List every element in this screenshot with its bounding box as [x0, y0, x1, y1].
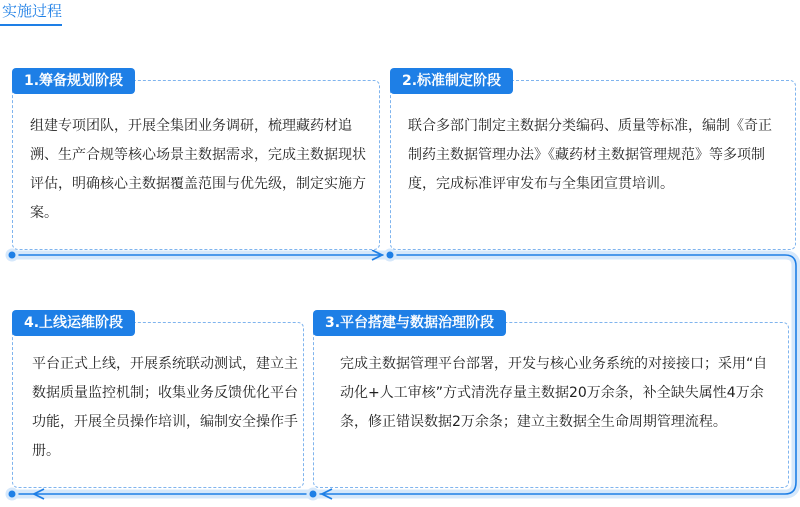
- stage-description-2: 联合多部门制定主数据分类编码、质量等标准，编制《奇正制药主数据管理办法》《藏药材主数据管理规范》等多项制度，完成标准评审发布与全集团宣贯培训。: [408, 118, 772, 192]
- stage-description-1: 组建专项团队，开展全集团业务调研，梳理藏药材追溯、生产合规等核心场景主数据需求，完成主数据现状评估，明确核心主数据覆盖范围与优先级，制定实施方案。: [30, 118, 366, 221]
- page-title: 实施过程: [2, 2, 63, 20]
- stage-badge-3: 3.平台搭建与数据治理阶段: [313, 310, 506, 336]
- stage-badge-4: 4.上线运维阶段: [12, 310, 135, 336]
- stage-badge-1: 1.筹备规划阶段: [12, 68, 135, 94]
- node-dot-1: [7, 250, 17, 260]
- stage-description-4: 平台正式上线，开展系统联动测试，建立主数据质量监控机制；收集业务反馈优化平台功能，开展全员操作培训，编制安全操作手册。: [32, 356, 298, 459]
- node-dot-3: [308, 489, 318, 499]
- node-dot-4: [7, 489, 17, 499]
- stage-description-3: 完成主数据管理平台部署，开发与核心业务系统的对接接口；采用“自动化+人工审核”方式清洗存量主数据20万余条，补全缺失属性4万余条，修正错误数据2万余条；建立主数据全生命周期管理流程。: [340, 356, 768, 430]
- node-dot-2: [385, 250, 395, 260]
- stage-badge-2: 2.标准制定阶段: [390, 68, 513, 94]
